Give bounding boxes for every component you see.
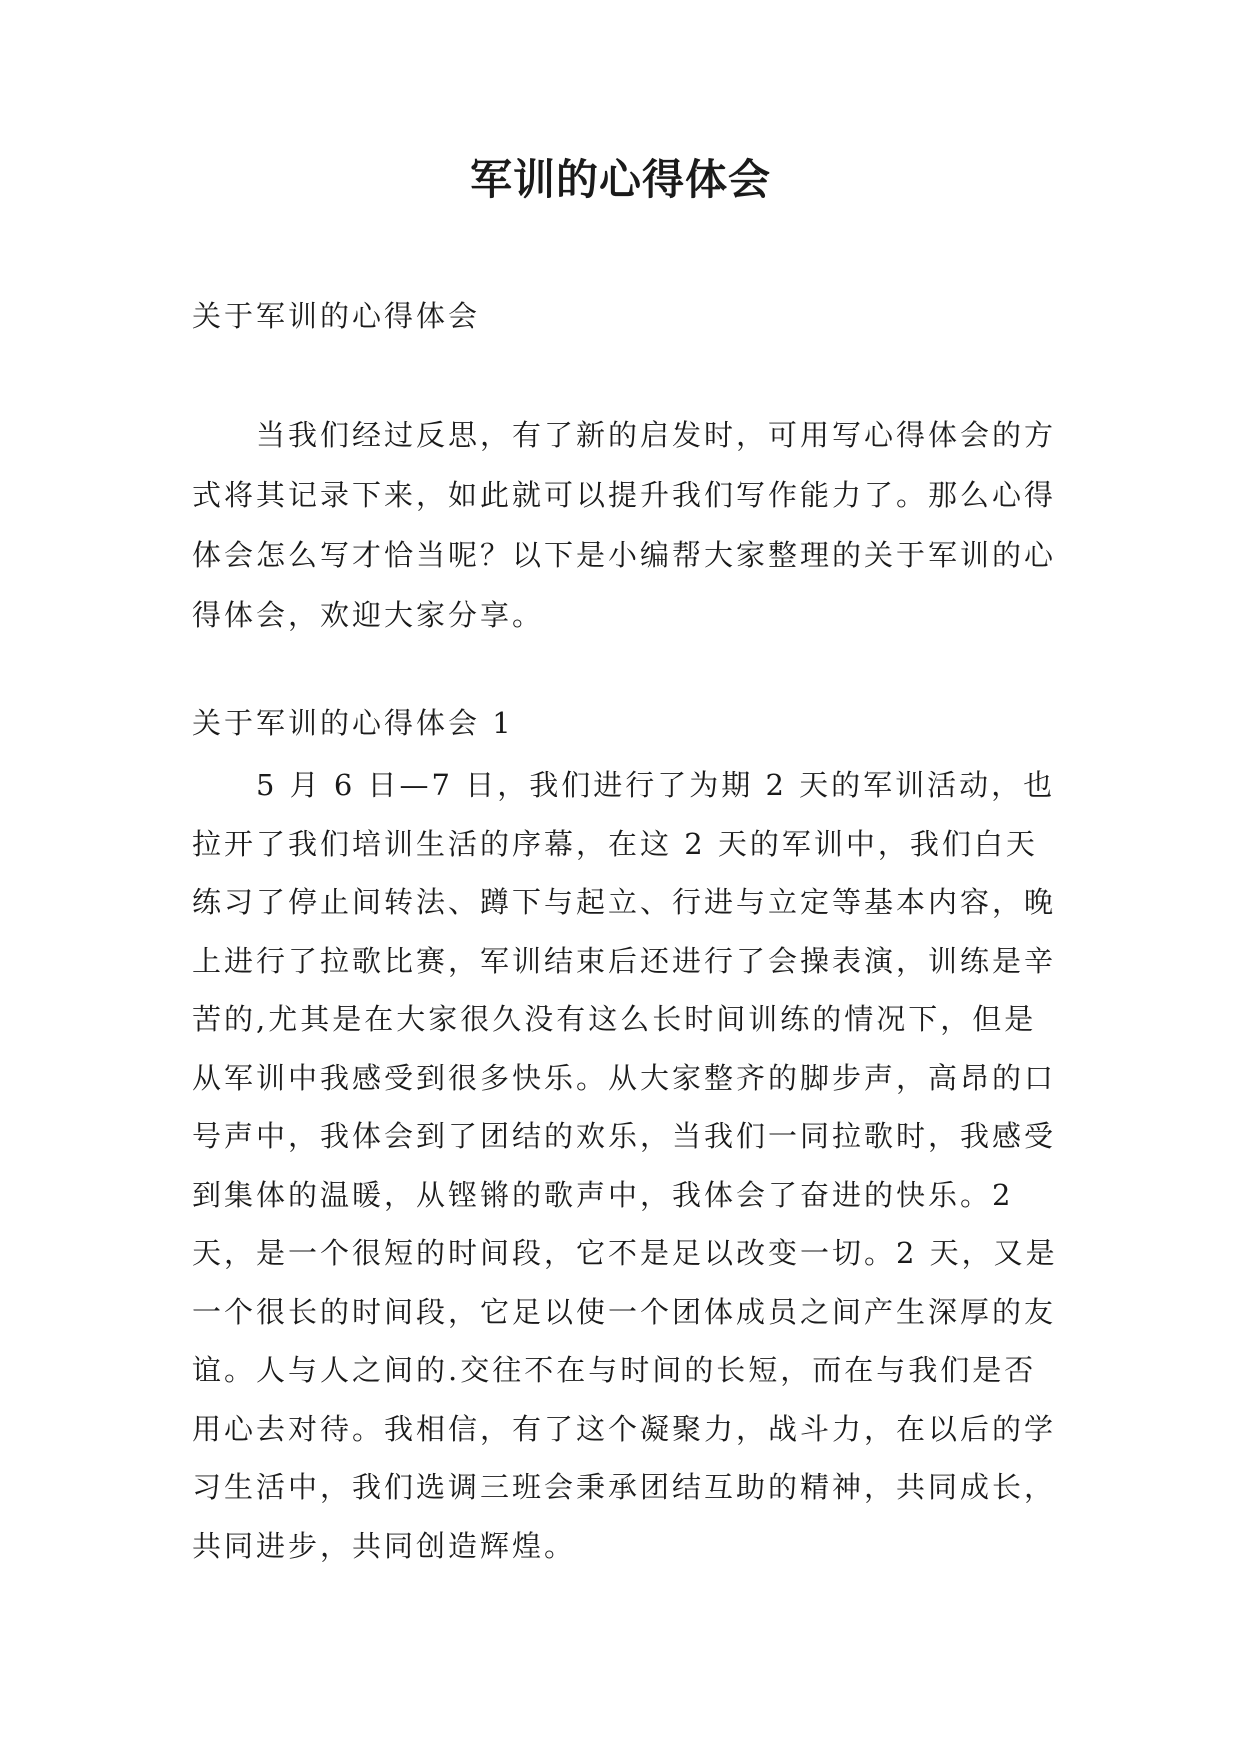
section-heading: 关于军训的心得体会 1 <box>192 706 514 740</box>
intro-paragraph: 当我们经过反思，有了新的启发时，可用写心得体会的方式将其记录下来，如此就可以提升我们写作能力了。那么心得体会怎么写才恰当呢？以下是小编帮大家整理的关于军训的心得体会，欢迎大家分享。 <box>192 418 1057 632</box>
page-title: 军训的心得体会 <box>469 155 771 204</box>
section-body-paragraph: 5 月 6 日—7 日，我们进行了为期 2 天的军训活动，也拉开了我们培训生活的序幕，在这 2 天的军训中，我们白天练习了停止间转法、蹲下与起立、行进与立定等基本内容，晚上进行了拉歌比赛，军训结束后还进行了会操表演，训练是辛苦的,尤其是在大家很久没有这么长时间训练的情况下，但是从军训中我感受到很多快乐。从大家整齐的脚步声，高昂的口号声中，我体会到了团结的欢乐，当我们一同拉歌时，我感受到集体的温暖，从铿锵的歌声中，我体会了奋进的快乐。2 天，是一个很短的时间段，它不是足以改变一切。2 天，又是一个很长的时间段，它足以使一个团体成员之间产生深厚的友谊。人与人之间的.交往不在与时间的长短，而在与我们是否用心去对待。我相信，有了这个凝聚力，战斗力，在以后的学习生活中，我们选调三班会秉承团结互助的精神，共同成长，共同进步，共同创造辉煌。 <box>192 768 1058 1563</box>
document-subtitle: 关于军训的心得体会 <box>192 299 481 333</box>
